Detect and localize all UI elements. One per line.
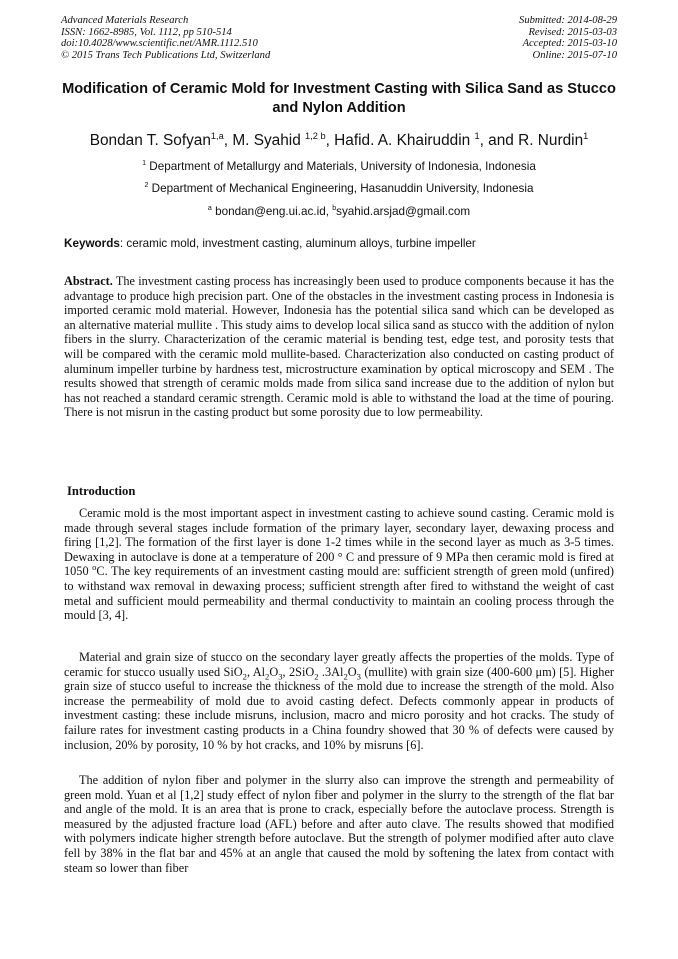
- issn-line: ISSN: 1662-8985, Vol. 1112, pp 510-514: [61, 26, 232, 38]
- author-separator: ,: [325, 132, 335, 149]
- copyright-line: © 2015 Trans Tech Publications Ltd, Switzerland: [61, 49, 271, 61]
- paper-title: Modification of Ceramic Mold for Investment Casting with Silica Sand as Stucco and Nylon Addition: [62, 81, 616, 116]
- affiliation-marker: 2: [144, 182, 149, 190]
- section-heading-introduction: Introduction: [67, 484, 136, 498]
- affiliation-2: [40, 182, 638, 196]
- submitted-date: Submitted: 2014-08-29: [519, 15, 617, 26]
- paragraph-text: .3Al: [318, 664, 344, 679]
- affiliation-marker: 1: [142, 160, 147, 168]
- introduction-paragraph-2: [64, 650, 614, 752]
- accepted-date: Accepted: 2015-03-10: [522, 38, 617, 49]
- revised-date: Revised: 2015-03-03: [528, 26, 617, 38]
- paragraph-text: O: [269, 664, 279, 679]
- abstract-paragraph: [64, 274, 614, 420]
- paragraph-text: Ceramic mold is the most important aspect in investment casting to achieve sound casting. Ceramic mold is made through several stages include formation of the primary layer, secondary layer, dewaxing process and firing [1,2]. The formation of the first layer is done 1-2 times while in the second layer as much as 3-5 times. Dewaxing in autoclave is done at a temperature of 200 ° C and pressure of 9 MPa then ceramic mold is fired at 1050: [64, 506, 614, 579]
- author-emails: [40, 205, 638, 219]
- degree-superscript: o: [92, 562, 97, 573]
- subscript: 3: [278, 671, 283, 682]
- paragraph-text: (mullite) with grain size (400-600 μm) [5]. Higher grain size of stucco useful to increase the thickness of the mold due to increase the strength of the mold. Also increase the permeability of mold due to avoid casting defect. Defects commonly appear in products of investment casting: these include misruns, inclusion, macro and micro porosity and hot cracks. The study of failure rates for investment casting products in a China foundry showed that 30 % of defects were caused by inclusion, 20% by porosity, 10 % by hot cracks, and 10% by misruns [6].: [64, 664, 615, 752]
- author-list: [40, 131, 638, 151]
- subscript: 2: [314, 671, 319, 682]
- subscript: 2: [265, 671, 270, 682]
- abstract-text: The investment casting process has increasingly been used to produce components because it has the advantage to produce high precision part. One of the obstacles in the investment casting process in Indonesia is imported ceramic mold material. However, Indonesia has the potential silica sand which can be developed as an alternative material mullite . This study aims to develop local silica sand as stucco with the addition of nylon fibers in the slurry. Characterization of the ceramic material is bending test, edge test, and porosity tests that will be compared with the ceramic mold mullite-based. Characterization also conducted on casting product of aluminum impeller turbine by hardness test, microstructure examination by optical microscopy and SEM . The results showed that strength of ceramic molds made from silica sand increase due to the addition of nylon but has not reached a standard ceramic strength. Ceramic mold is able to withstand the load at the time of pouring. There is not misrun in the casting product but some porosity due to low permeability.: [64, 274, 615, 420]
- author-name: Hafid. A. Khairuddin: [334, 132, 471, 149]
- introduction-paragraph-1: [64, 506, 614, 623]
- author-name: R. Nurdin: [518, 132, 584, 149]
- author-separator: ,: [223, 132, 233, 149]
- keywords-label: Keywords: [64, 237, 120, 250]
- email-address: syahid.arsjad@gmail.com: [336, 205, 471, 218]
- publication-dates: [519, 15, 617, 61]
- paragraph-text: , 2SiO: [282, 664, 315, 679]
- journal-name: Advanced Materials Research: [61, 15, 189, 26]
- online-date: Online: 2015-07-10: [532, 49, 617, 61]
- author-separator: , and: [479, 132, 519, 149]
- author-affiliation-marker: 1: [583, 130, 589, 141]
- author-affiliation-marker: 1,2 b: [305, 130, 326, 141]
- paragraph-text: Material and grain size of stucco on the secondary layer greatly affects the properties of the molds. Type of ceramic for stucco usually used SiO: [64, 650, 614, 679]
- subscript: 2: [242, 671, 247, 682]
- affiliation-text: Department of Metallurgy and Materials, University of Indonesia, Indonesia: [149, 160, 536, 173]
- paragraph-text: C. The key requirements of an investment casting mould are: sufficient strength of green mold (unfired) to withstand wax removal in dewaxing process; sufficient strength after fired to withstand the weight of cast metal and sufficient mould permeability and thermal conductivity to maintain an cooling process through the mould [3, 4].: [64, 564, 615, 623]
- email-address: bondan@eng.ui.ac.id,: [215, 205, 329, 218]
- subscript: 3: [356, 671, 361, 682]
- email-marker: a: [207, 205, 212, 213]
- author-name: Bondan T. Sofyan: [89, 132, 211, 149]
- author-name: M. Syahid: [232, 132, 301, 149]
- keywords-text: : ceramic mold, investment casting, aluminum alloys, turbine impeller: [119, 237, 476, 250]
- introduction-paragraph-3: The addition of nylon fiber and polymer in the slurry also can improve the strength and permeability of green mold. Yuan et al [1,2] study effect of nylon fiber and polymer in the slurry to the strength of the flat bar and angle of the mold. It is an area that is prone to crack, especially before the autoclave process. Strength is measured by the adjusted fracture load (AFL) before and after auto clave. The results showed that modified with polymers indicate higher strength before autoclave. But the strength of polymer modified after auto clave fell by 38% in the flat bar and 45% at an angle that caused the mold by softening the latex from contact with steam so lower than fiber: [64, 773, 614, 875]
- email-marker: b: [332, 205, 337, 213]
- abstract-label: Abstract.: [64, 274, 113, 288]
- paragraph-text: , Al: [246, 664, 266, 679]
- paragraph-text: O: [347, 664, 357, 679]
- doi-line: doi:10.4028/www.scientific.net/AMR.1112.510: [61, 38, 258, 49]
- subscript: 2: [343, 671, 348, 682]
- affiliation-1: [40, 160, 638, 174]
- author-affiliation-marker: 1,a: [210, 130, 224, 141]
- affiliation-text: Department of Mechanical Engineering, Hasanuddin University, Indonesia: [151, 182, 534, 195]
- journal-info: [61, 15, 270, 61]
- author-affiliation-marker: 1: [474, 130, 480, 141]
- keywords-line: [64, 237, 476, 251]
